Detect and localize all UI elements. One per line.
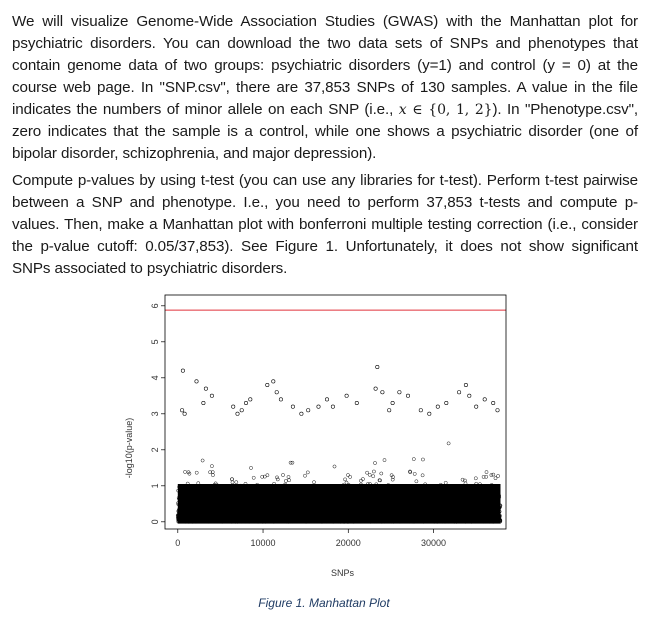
snp-point: [346, 474, 349, 477]
snp-point: [368, 473, 371, 476]
snp-point: [284, 479, 287, 482]
snp-point: [474, 477, 477, 480]
snp-point: [276, 478, 279, 481]
snp-point: [349, 475, 352, 478]
snp-point: [373, 461, 376, 464]
paragraph-intro: [12, 11, 638, 165]
snp-point: [415, 480, 418, 483]
snp-point: [303, 474, 306, 477]
snp-point: [249, 466, 252, 469]
paragraph-task: Compute p-values by using t-test (you can use any libraries for t-test). Perform t-test pairwise between a SNP and phenotype. I.e., you need to perform 37,853 t-tests and compute p-values. Then, make a Manhattan plot with bonferroni multiple testing correction (i.e., consider the p-value cutoff: 0.05/37,853). See Figure 1. Unfortunately, it does not show significant SNPs associated to psychiatric disorders.: [12, 172, 638, 277]
snp-point: [230, 478, 233, 481]
snp-point: [288, 479, 291, 482]
snp-point: [333, 465, 336, 468]
snp-point: [306, 471, 309, 474]
snp-point: [266, 474, 269, 477]
snp-point: [195, 471, 198, 474]
manhattan-plot: [0, 280, 672, 621]
snp-point: [281, 473, 284, 476]
snp-point: [380, 472, 383, 475]
snp-point: [494, 477, 497, 480]
snp-point: [444, 481, 447, 484]
math-variable-x: x: [398, 102, 407, 118]
snp-point: [490, 474, 493, 477]
snp-point: [201, 459, 204, 462]
snp-point: [211, 474, 214, 477]
snp-point: [421, 474, 424, 477]
snp-point: [252, 476, 255, 479]
snp-point: [447, 442, 450, 445]
paragraph-intro-text-b: ). In "Phenotype.csv", zero indicates that the sample is a control, while one shows a psychiatric disorder (one of bipolar disorder, schizophrenia, and major depression).: [12, 101, 639, 162]
math-set: ∈ {0, 1, 2}: [406, 102, 493, 118]
snp-point: [412, 458, 415, 461]
snp-point: [184, 470, 187, 473]
snp-point: [345, 481, 348, 484]
snp-point: [372, 475, 375, 478]
snp-point: [210, 465, 213, 468]
snp-point: [312, 481, 315, 484]
paragraph-intro-text-a: We will visualize Genome-Wide Association Studies (GWAS) with the Manhattan plot for psychiatric disorders. You can download the two data sets of SNPs and phenotypes that contain genome data of two groups: psychiatric disorders (y=1) and control (y = 0) at the course web page. In "SNP.csv", there are 37,853 SNPs of 130 samples. A value in the file indicates the numbers of minor allele on each SNP (i.e.,: [12, 13, 638, 118]
snp-point: [344, 478, 347, 481]
snp-point: [485, 471, 488, 474]
dense-point-cloud: [176, 442, 502, 524]
manhattan-plot-figure: [0, 280, 672, 621]
snp-point: [372, 470, 375, 473]
snp-point: [413, 472, 416, 475]
snp-point: [275, 476, 278, 479]
snp-point: [231, 481, 234, 484]
